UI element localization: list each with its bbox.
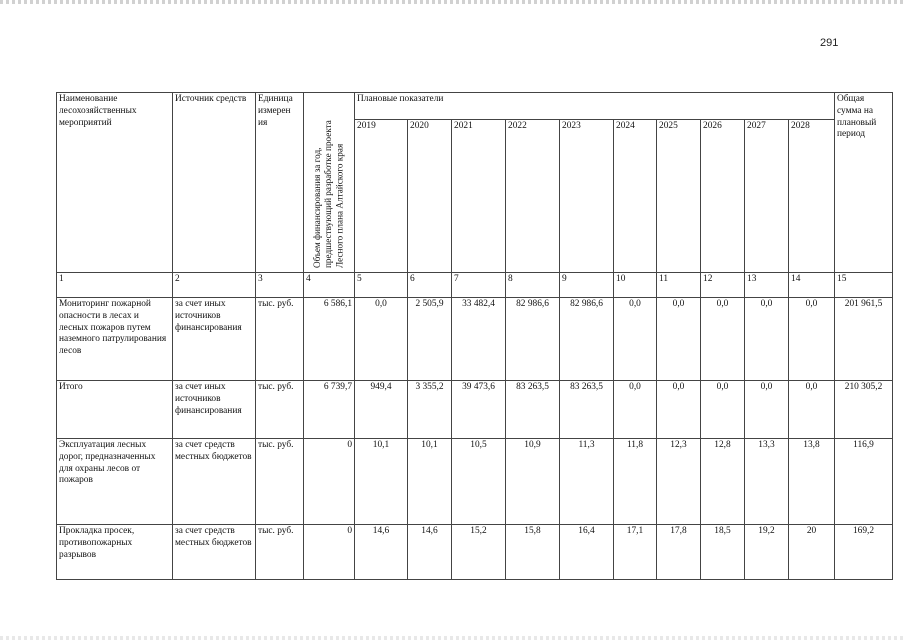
header-activity: Наименование лесохозяйственных мероприятий — [57, 93, 173, 273]
year-value: 0,0 — [789, 381, 835, 439]
year-value: 12,3 — [657, 439, 701, 525]
header-source: Источник средств — [173, 93, 256, 273]
column-number: 5 — [355, 273, 408, 298]
year-value: 0,0 — [657, 298, 701, 381]
column-number: 10 — [614, 273, 657, 298]
funding-source: за счет иных источников финансирования — [173, 298, 256, 381]
total-value: 116,9 — [835, 439, 893, 525]
year-value: 11,8 — [614, 439, 657, 525]
year-value: 0,0 — [657, 381, 701, 439]
column-number: 8 — [506, 273, 560, 298]
prior-funding-value: 6 739,7 — [304, 381, 355, 439]
table-row — [57, 381, 893, 439]
year-value: 13,8 — [789, 439, 835, 525]
year-value: 0,0 — [745, 298, 789, 381]
year-value: 13,3 — [745, 439, 789, 525]
column-number: 7 — [452, 273, 506, 298]
column-number: 14 — [789, 273, 835, 298]
header-prior-funding-text: Объем финансирования за год, предшествующий разработке проекта Лесного плана Алтайского края — [312, 120, 345, 268]
forestry-plan-table — [56, 92, 893, 580]
page-number: 291 — [820, 37, 839, 49]
year-value: 15,2 — [452, 525, 506, 580]
header-year: 2019 — [355, 120, 408, 273]
year-value: 0,0 — [701, 381, 745, 439]
year-value: 17,8 — [657, 525, 701, 580]
header-year: 2027 — [745, 120, 789, 273]
year-value: 0,0 — [614, 298, 657, 381]
column-number: 2 — [173, 273, 256, 298]
total-value: 169,2 — [835, 525, 893, 580]
year-value: 19,2 — [745, 525, 789, 580]
column-number: 4 — [304, 273, 355, 298]
total-value: 210 305,2 — [835, 381, 893, 439]
header-year: 2028 — [789, 120, 835, 273]
prior-funding-value: 0 — [304, 525, 355, 580]
funding-source: за счет средств местных бюджетов — [173, 439, 256, 525]
unit: тыс. руб. — [256, 525, 304, 580]
header-year: 2024 — [614, 120, 657, 273]
column-number: 9 — [560, 273, 614, 298]
year-value: 10,9 — [506, 439, 560, 525]
column-number: 12 — [701, 273, 745, 298]
prior-funding-value: 6 586,1 — [304, 298, 355, 381]
year-value: 0,0 — [745, 381, 789, 439]
total-value: 201 961,5 — [835, 298, 893, 381]
year-value: 11,3 — [560, 439, 614, 525]
header-year: 2020 — [408, 120, 452, 273]
year-value: 0,0 — [789, 298, 835, 381]
activity-name: Мониторинг пожарной опасности в лесах и лесных пожаров путем наземного патрулирования лесов — [57, 298, 173, 381]
activity-name: Прокладка просек, противопожарных разрывов — [57, 525, 173, 580]
year-value: 0,0 — [355, 298, 408, 381]
prior-funding-value: 0 — [304, 439, 355, 525]
year-value: 16,4 — [560, 525, 614, 580]
year-value: 14,6 — [355, 525, 408, 580]
year-value: 10,5 — [452, 439, 506, 525]
header-row-top — [57, 93, 893, 120]
year-value: 15,8 — [506, 525, 560, 580]
year-value: 82 986,6 — [506, 298, 560, 381]
header-unit: Единица измерен ия — [256, 93, 304, 273]
column-number: 15 — [835, 273, 893, 298]
column-number: 3 — [256, 273, 304, 298]
header-year: 2021 — [452, 120, 506, 273]
year-value: 83 263,5 — [506, 381, 560, 439]
header-year: 2026 — [701, 120, 745, 273]
column-number: 11 — [657, 273, 701, 298]
funding-source: за счет иных источников финансирования — [173, 381, 256, 439]
year-value: 17,1 — [614, 525, 657, 580]
table-row — [57, 525, 893, 580]
header-total: Общая сумма на плановый период — [835, 93, 893, 273]
header-year: 2022 — [506, 120, 560, 273]
year-value: 949,4 — [355, 381, 408, 439]
activity-name: Итого — [57, 381, 173, 439]
header-prior-funding — [304, 93, 355, 273]
column-number: 13 — [745, 273, 789, 298]
year-value: 20 — [789, 525, 835, 580]
unit: тыс. руб. — [256, 439, 304, 525]
year-value: 83 263,5 — [560, 381, 614, 439]
header-year: 2025 — [657, 120, 701, 273]
column-number-row — [57, 273, 893, 298]
year-value: 0,0 — [701, 298, 745, 381]
year-value: 2 505,9 — [408, 298, 452, 381]
year-value: 82 986,6 — [560, 298, 614, 381]
header-year: 2023 — [560, 120, 614, 273]
scan-edge-bottom — [0, 636, 905, 640]
year-value: 12,8 — [701, 439, 745, 525]
header-planned: Плановые показатели — [355, 93, 835, 120]
year-value: 3 355,2 — [408, 381, 452, 439]
funding-source: за счет средств местных бюджетов — [173, 525, 256, 580]
table-row — [57, 439, 893, 525]
unit: тыс. руб. — [256, 381, 304, 439]
year-value: 33 482,4 — [452, 298, 506, 381]
unit: тыс. руб. — [256, 298, 304, 381]
activity-name: Эксплуатация лесных дорог, предназначенных для охраны лесов от пожаров — [57, 439, 173, 525]
table-row — [57, 298, 893, 381]
year-value: 10,1 — [408, 439, 452, 525]
year-value: 18,5 — [701, 525, 745, 580]
year-value: 39 473,6 — [452, 381, 506, 439]
scan-edge-top — [0, 0, 905, 4]
year-value: 0,0 — [614, 381, 657, 439]
column-number: 6 — [408, 273, 452, 298]
year-value: 10,1 — [355, 439, 408, 525]
year-value: 14,6 — [408, 525, 452, 580]
column-number: 1 — [57, 273, 173, 298]
